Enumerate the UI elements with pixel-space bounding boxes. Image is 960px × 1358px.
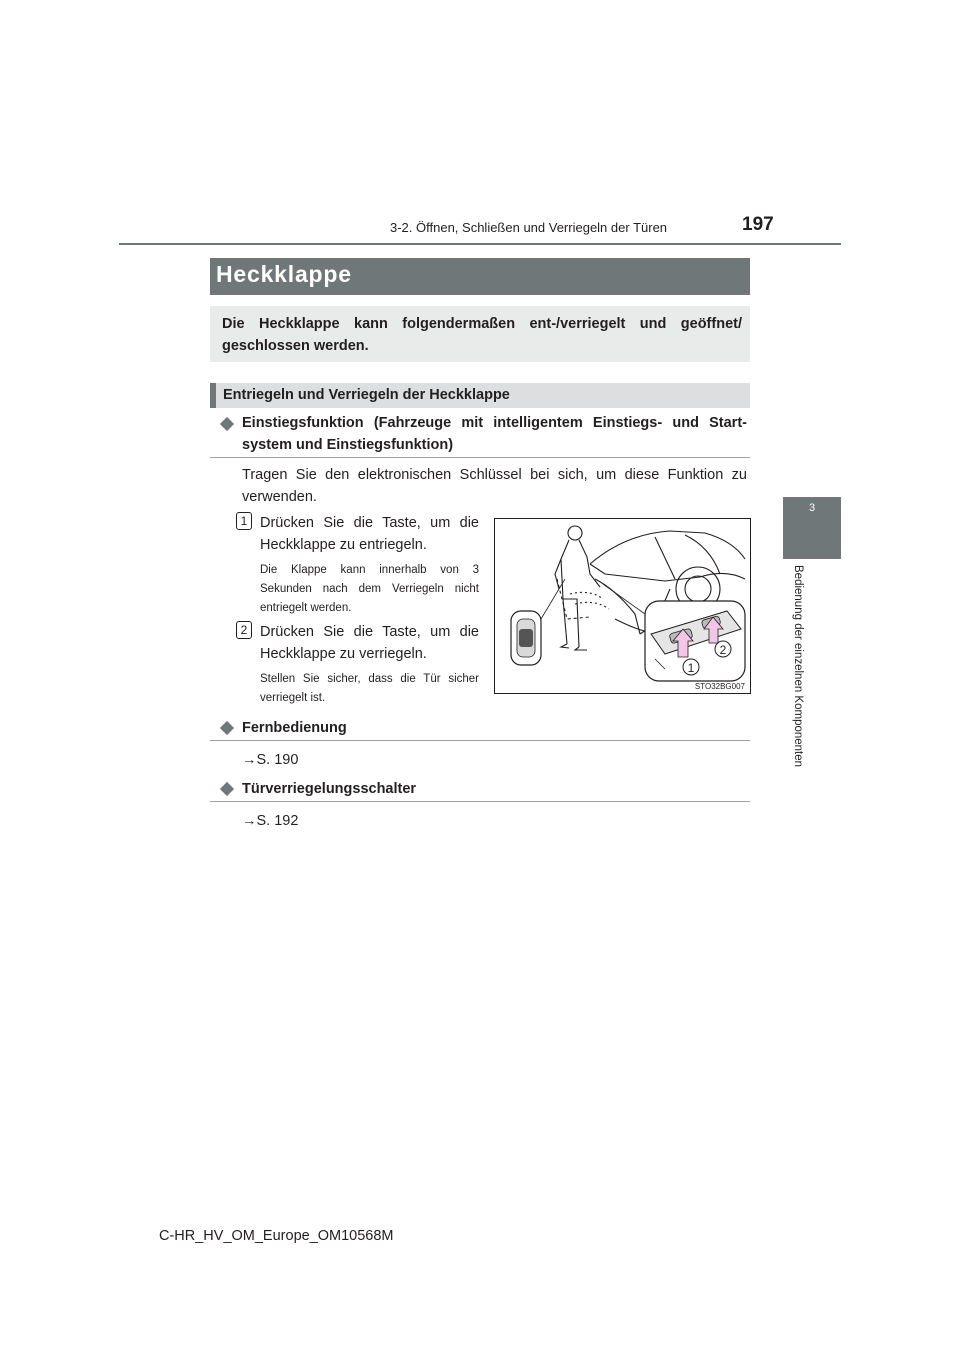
person-figure bbox=[555, 526, 600, 650]
figure-code: STO32BG007 bbox=[694, 682, 745, 691]
chapter-number: 3 bbox=[808, 502, 816, 514]
step-1-text: Drücken Sie die Taste, um die Heckklappe zu entriegeln. bbox=[260, 515, 479, 553]
footer-document-id: C-HR_HV_OM_Europe_OM10568M bbox=[159, 1228, 394, 1244]
svg-text:2: 2 bbox=[719, 643, 727, 657]
chapter-label bbox=[790, 565, 804, 795]
subsection-accent bbox=[210, 383, 216, 408]
diamond-bullet-icon bbox=[220, 782, 234, 796]
page-number: 197 bbox=[742, 214, 774, 235]
step-badge-1: 1 bbox=[236, 512, 252, 530]
step-2-note: Stellen Sie sicher, dass die Tür sicher verriegelt ist. bbox=[260, 673, 479, 704]
item-divider bbox=[210, 457, 750, 458]
header-section-title: 3-2. Öffnen, Schließen und Verriegeln der Türen bbox=[390, 220, 668, 235]
tailgate-illustration bbox=[494, 518, 751, 694]
item-heading-entry-function: Einstiegsfunktion (Fahrzeuge mit intelligentem Einstiegs- und Start-system und Einstiegsfunktion) bbox=[242, 415, 747, 453]
svg-text:1: 1 bbox=[687, 661, 695, 675]
item-divider bbox=[210, 740, 750, 741]
subsection-heading: Entriegeln und Verriegeln der Heckklappe bbox=[223, 387, 510, 403]
inset-leader-line bbox=[603, 584, 645, 614]
chapter-label-text: Bedienung der einzelnen Komponenten bbox=[792, 565, 804, 768]
fob-leader-line bbox=[541, 579, 565, 619]
page-reference-192[interactable]: →S. 192 bbox=[242, 813, 299, 829]
diamond-bullet-icon bbox=[220, 721, 234, 735]
tailgate-illustration-svg bbox=[495, 519, 750, 693]
key-fob-icon bbox=[511, 611, 541, 665]
callout-1 bbox=[683, 659, 699, 675]
diamond-bullet-icon bbox=[220, 417, 234, 431]
item-heading-door-lock-switch: Türverriegelungsschalter bbox=[242, 781, 417, 797]
intro-text: Die Heckklappe kann folgendermaßen ent-/verriegelt und geöffnet/ geschlossen werden. bbox=[222, 316, 742, 354]
page-reference-190[interactable]: →S. 190 bbox=[242, 752, 299, 768]
item-heading-remote: Fernbedienung bbox=[242, 720, 347, 736]
step-1-note: Die Klappe kann innerhalb von 3 Sekunden nach dem Verriegeln nicht entriegelt werden. bbox=[260, 564, 479, 614]
header-divider bbox=[119, 243, 841, 245]
step-badge-2: 2 bbox=[236, 621, 252, 639]
item-text: Tragen Sie den elektronischen Schlüssel bei sich, um diese Funktion zu verwenden. bbox=[242, 467, 747, 505]
item-divider bbox=[210, 801, 750, 802]
page-title: Heckklappe bbox=[216, 261, 352, 287]
step-2-text: Drücken Sie die Taste, um die Heckklappe zu verriegeln. bbox=[260, 624, 479, 662]
callout-2 bbox=[715, 641, 731, 657]
